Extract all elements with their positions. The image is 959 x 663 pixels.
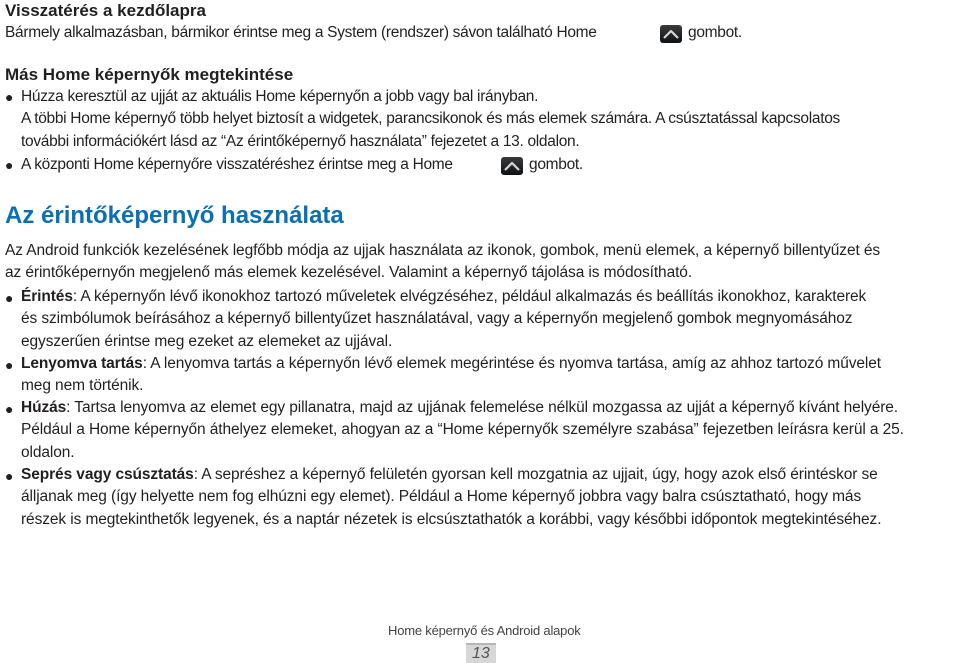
section-title-return-home: Visszatérés a kezdőlapra bbox=[5, 1, 206, 20]
bullet-icon: ● bbox=[5, 157, 14, 173]
bullet-icon: ● bbox=[5, 468, 14, 484]
bullet-icon: ● bbox=[5, 290, 14, 306]
list-item-text: oldalon. bbox=[21, 444, 75, 461]
home-icon bbox=[660, 25, 682, 43]
section-text-return-home: Bármely alkalmazásban, bármikor érintse meg a System (rendszer) sávon található Home bbox=[5, 24, 597, 41]
bullet-icon: ● bbox=[5, 401, 14, 417]
bullet-text: további információkért lásd az “Az érintőképernyő használata” fejezetet a 13. oldalon. bbox=[21, 133, 580, 150]
bullet-icon: ● bbox=[5, 89, 14, 105]
section-title-other-home: Más Home képernyők megtekintése bbox=[5, 65, 294, 84]
list-item-text: meg nem történik. bbox=[21, 377, 144, 394]
list-item-term: Húzás bbox=[21, 399, 67, 416]
page-number-box bbox=[466, 643, 496, 663]
list-item-text: Például a Home képernyőn áthelyez elemeket, ahogyan az a “Home képernyők személyre szabása” fejezetben leírásra kerül a 25. bbox=[21, 421, 904, 438]
footer-caption: Home képernyő és Android alapok bbox=[388, 623, 581, 638]
list-item-term: Seprés vagy csúsztatás bbox=[21, 466, 194, 483]
list-item bbox=[21, 399, 898, 417]
list-item-text: : A képernyőn lévő ikonokhoz tartozó műveletek elvégzéséhez, például alkalmazás és beállítás ikonokhoz, karakterek bbox=[72, 288, 867, 305]
page-number: 13 bbox=[472, 645, 490, 662]
bullet-text: Húzza keresztül az ujját az aktuális Home képernyőn a jobb vagy bal irányban. bbox=[21, 88, 539, 105]
list-item-text: és szimbólumok beírásához a képernyő billentyűzet használatával, vagy a képernyőn megjelenő gombok megnyomásához bbox=[21, 310, 853, 327]
home-icon bbox=[501, 157, 523, 175]
intro-text: Az Android funkciók kezelésének legfőbb módja az ujjak használata az ikonok, gombok, menü elemek, a képernyő billentyűzet és bbox=[5, 242, 881, 259]
list-item-term: Érintés bbox=[21, 288, 73, 305]
list-item bbox=[21, 466, 878, 484]
list-item bbox=[21, 355, 881, 373]
bullet-text: A többi Home képernyő több helyet biztosít a widgetek, parancsikonok és más elemek számára. A csúsztatással kapcsolatos bbox=[21, 110, 840, 127]
bullet-text-end: gombot. bbox=[529, 156, 583, 173]
list-item-text: : A lenyomva tartás a képernyőn lévő elemek megérintése és nyomva tartása, amíg az ahhoz tartozó művelet bbox=[142, 355, 881, 372]
list-item-text: részek is megtekinthetők legyenek, és a naptár nézetek is elcsúsztathatók a korábbi, vagy későbbi időpontok megtekintéséhez. bbox=[21, 511, 882, 528]
list-item-text: álljanak meg (így helyette nem fog elhúzni egy elemet). Például a Home képernyő jobbra vagy balra csúsztatható, hogy más bbox=[21, 488, 862, 505]
intro-text: az érintőképernyőn megjelenő más elemek kezelésével. Valamint a képernyő tájolása is módosítható. bbox=[5, 264, 693, 281]
list-item-term: Lenyomva tartás bbox=[21, 355, 143, 372]
list-item-text: egyszerűen érintse meg ezeket az elemeket az ujjával. bbox=[21, 333, 393, 350]
section-text-return-home-end: gombot. bbox=[688, 24, 742, 41]
bullet-icon: ● bbox=[5, 357, 14, 373]
section-title-touchscreen: Az érintőképernyő használata bbox=[5, 202, 344, 229]
bullet-text: A központi Home képernyőre visszatéréshez érintse meg a Home bbox=[21, 156, 453, 173]
list-item-text: : A sepréshez a képernyő felületén gyorsan kell mozgatnia az ujjait, úgy, hogy azok első érintéskor se bbox=[193, 466, 878, 483]
list-item bbox=[21, 288, 866, 306]
list-item-text: : Tartsa lenyomva az elemet egy pillanatra, majd az ujjának felemelése nélkül mozgassa az ujját a képernyő kívánt helyére. bbox=[66, 399, 899, 416]
